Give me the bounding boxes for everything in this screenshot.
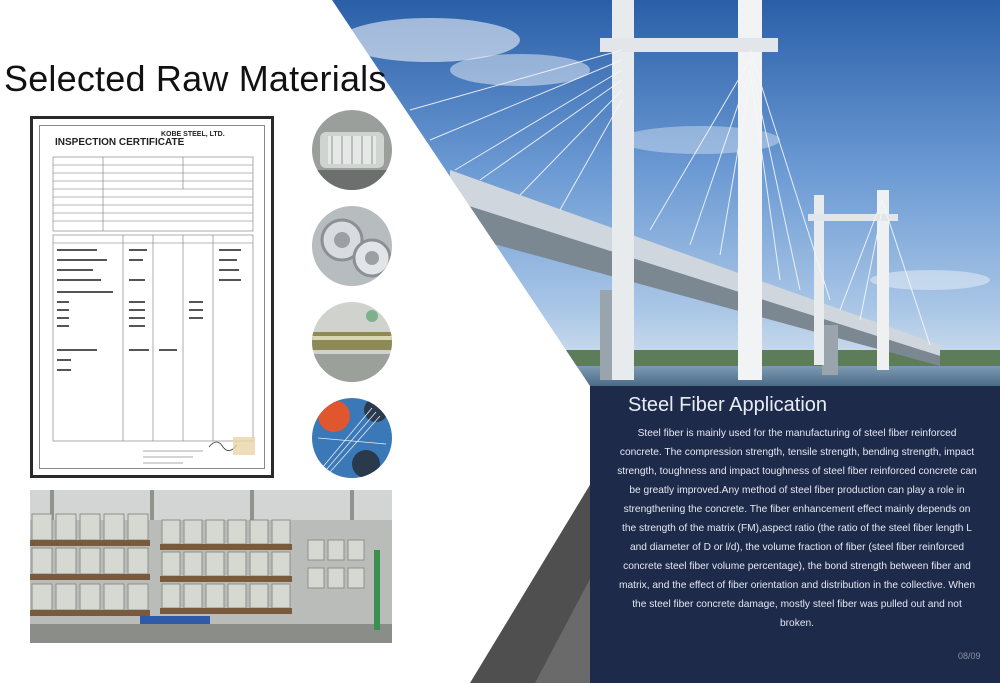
certificate-company: KOBE STEEL, LTD. — [161, 131, 225, 138]
inspection-certificate-image — [30, 116, 274, 478]
certificate-title: INSPECTION CERTIFICATE — [55, 137, 185, 148]
production-machine-circle-image — [312, 302, 392, 382]
certificate-table-lines — [33, 119, 271, 475]
bridge-image — [332, 0, 1000, 386]
page-title: Selected Raw Materials — [4, 58, 387, 99]
wire-rolls-circle-image — [312, 206, 392, 286]
steel-coil-circle-image — [312, 110, 392, 190]
application-title: Steel Fiber Application — [628, 394, 828, 416]
warehouse-image — [30, 490, 392, 643]
page-number: 08/09 — [958, 651, 981, 661]
wire-drawing-circle-image — [312, 398, 392, 478]
application-description: Steel fiber is mainly used for the manufacturing of steel fiber reinforced concrete. The compression strength, tensile strength, bending strength, impact strength, toughness and impact toughness of steel fiber reinforced concrete can be greatly improved.Any method of steel fiber production can play a role in strengthening the concrete. The fiber enhancement effect mainly depends on the strength of the matrix (FM),aspect ratio (the ratio of the steel fiber length L and diameter of D or l/d), the volume fraction of fiber (steel fiber reinforced concrete steel fiber volume percentage), the bond strength between fiber and matrix, and the effect of fiber orientation and distribution in the collective. When the steel fiber concrete damage, mostly steel fiber was pulled out and not broken. — [617, 428, 977, 629]
